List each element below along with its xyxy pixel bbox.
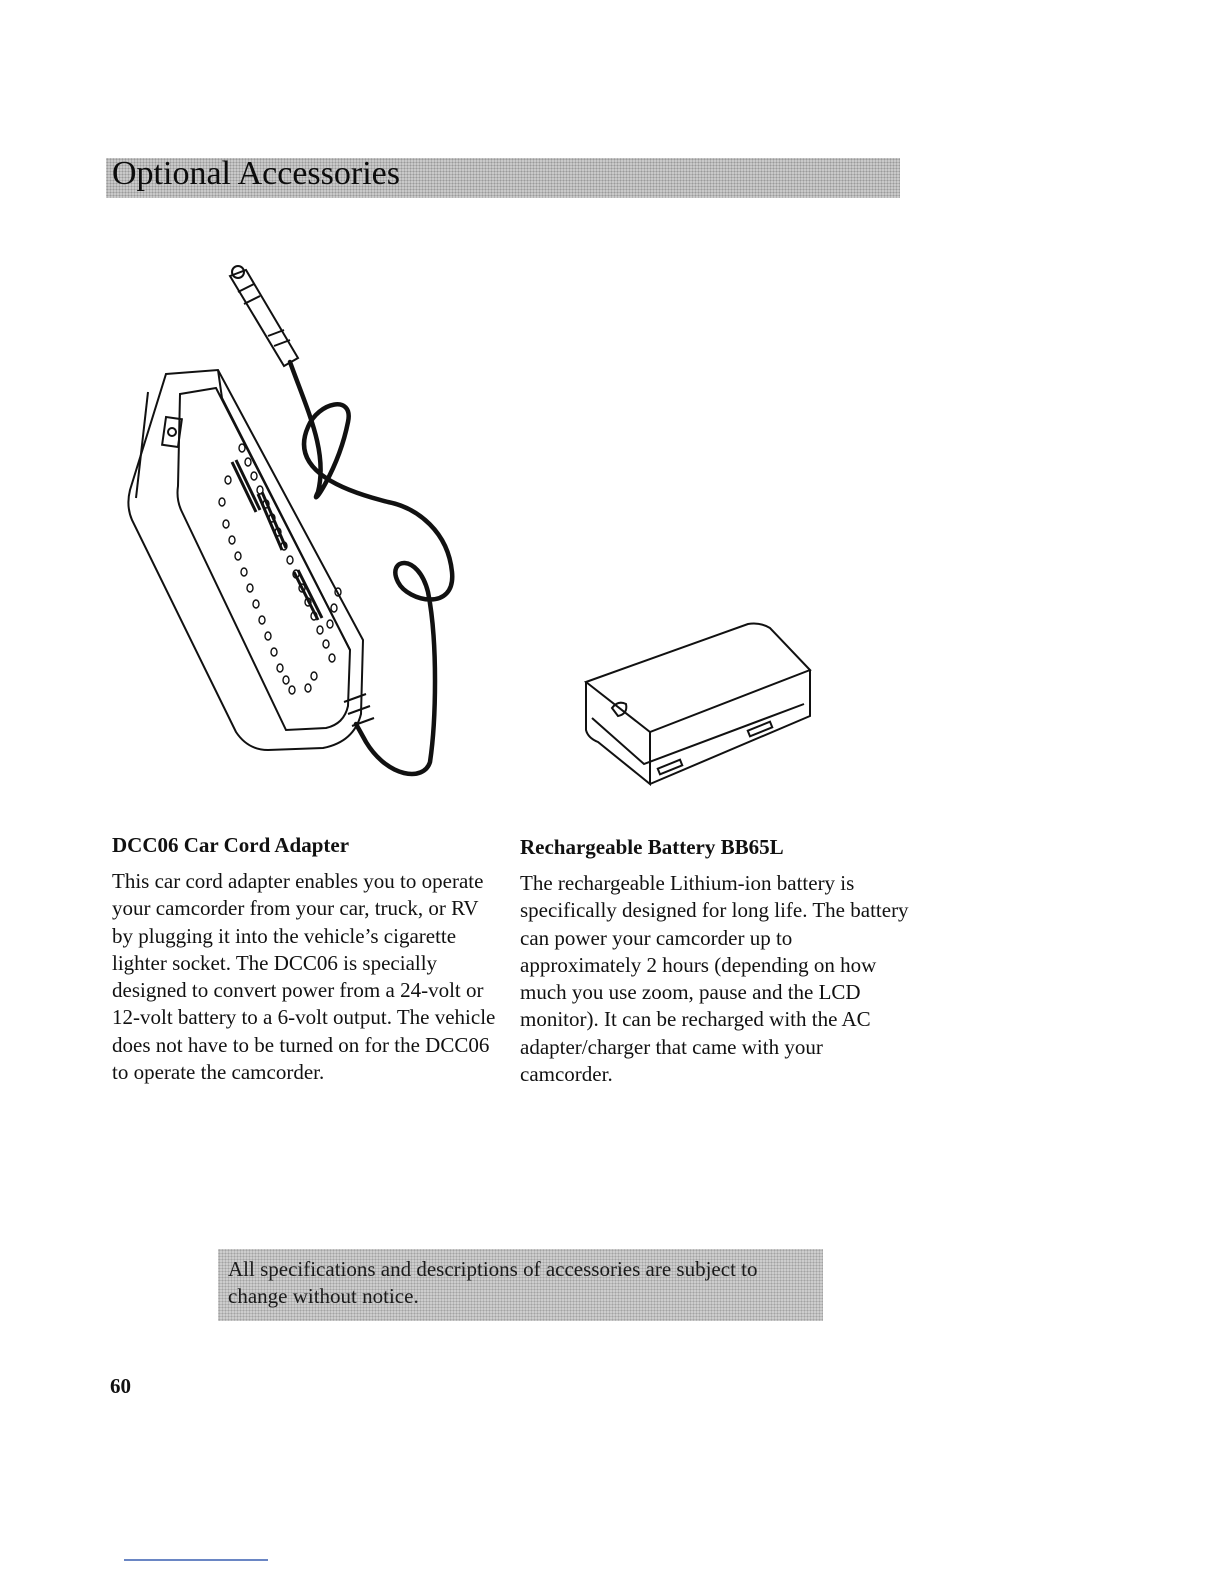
specifications-notice (218, 1249, 823, 1321)
bottom-rule (124, 1559, 268, 1561)
car-cord-adapter-title: DCC06 Car Cord Adapter (112, 833, 350, 857)
notice-text: All specifications and descriptions of accessories are subject to change without notice. (228, 1257, 758, 1308)
battery-title: Rechargeable Battery BB65L (520, 835, 784, 859)
section-header-band (106, 155, 900, 198)
car-cord-adapter-description: This car cord adapter enables you to operate your camcorder from your car, truck, or RV by plugging it into the vehicle’s cigarette lighter socket. The DCC06 is specially designed to convert power from a 24-volt or 12-volt battery to a 6-volt output. The vehicle does not have to be turned on for the DCC06 to operate the camcorder. (112, 869, 496, 1085)
battery-illustration (578, 618, 822, 794)
page-title: Optional Accessories (112, 155, 400, 192)
battery-description: The rechargeable Lithium-ion battery is specifically designed for long life. The battery can power your camcorder up to approximately 2 hours (depending on how much you use zoom, pause and the LCD monitor). It can be recharged with the AC adapter/charger that came with your camcorder. (520, 871, 909, 1087)
car-cord-adapter-illustration (118, 262, 478, 792)
page-number: 60 (110, 1374, 131, 1398)
